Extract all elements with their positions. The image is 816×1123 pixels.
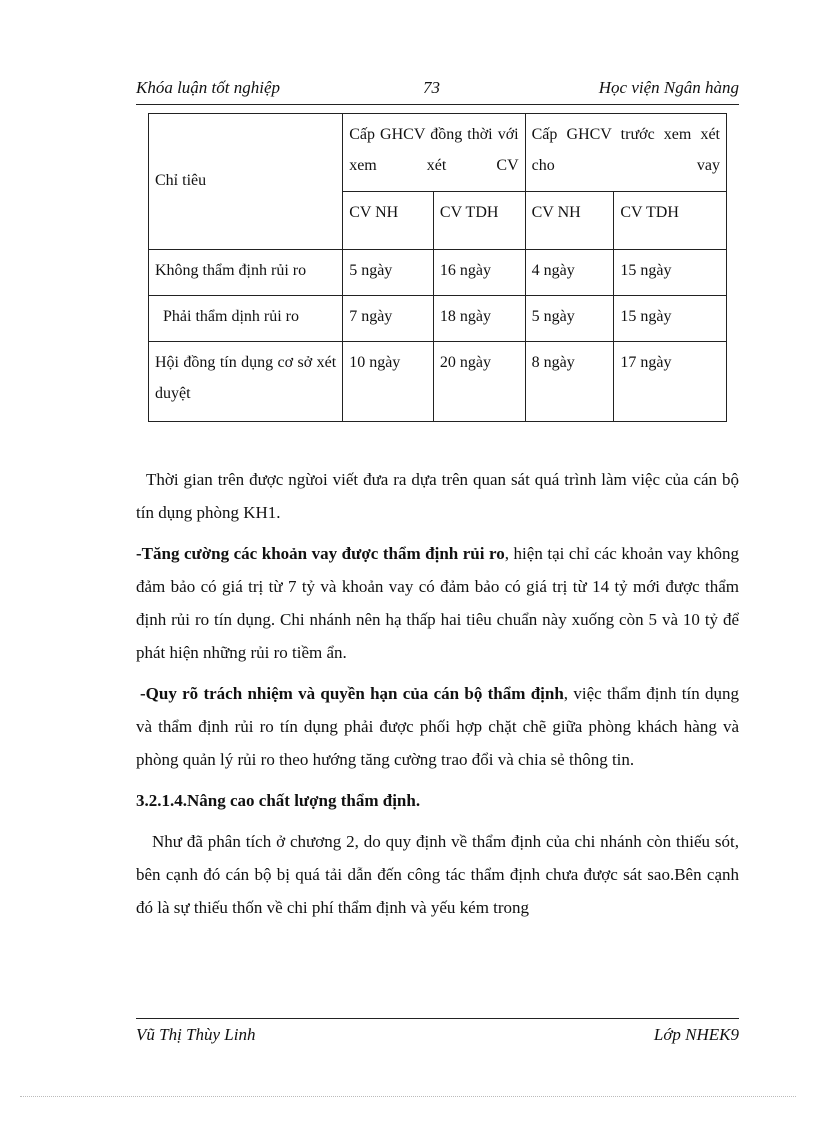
paragraph-responsibility [136,677,739,776]
footer-class: Lớp NHEK9 [653,1025,739,1044]
page-header [136,74,739,105]
table-row [149,250,727,296]
table-cell: 20 ngày [433,342,525,422]
table-cell: 17 ngày [614,342,727,422]
row-label: Không thẩm định rủi ro [149,250,343,296]
table-row [149,342,727,422]
paragraph-bold-lead: -Quy rõ trách nhiệm và quyền hạn của cán bộ thẩm định [140,684,564,703]
subheader: CV TDH [433,192,525,250]
table-cell: 5 ngày [343,250,434,296]
paragraph-body: , hiện tại chỉ các khoản vay không đảm bảo có giá trị từ 7 tỷ và khoản vay có đảm bảo có giá trị từ 14 tỷ mới được thẩm định rủi ro tín dụng. Chi nhánh nên hạ thấp hai tiêu chuẩn này xuống còn 5 và 10 tỷ để phát hiện những rủi ro tiềm ẩn. [136,544,739,662]
body-text [136,463,739,932]
section-heading: 3.2.1.4.Nâng cao chất lượng thẩm định. [136,791,421,810]
table-cell: 18 ngày [433,296,525,342]
paragraph-risk-assessment [136,537,739,669]
page-bottom-divider [20,1096,796,1097]
paragraph-bold-lead: -Tăng cường các khoản vay được thẩm định rủi ro [136,544,505,563]
table-cell: 8 ngày [525,342,614,422]
paragraph-quality: Như đã phân tích ở chương 2, do quy định về thẩm định của chi nhánh còn thiếu sót, bên cạnh đó cán bộ bị quá tải dẫn đến công tác thẩm định chưa được sát sao.Bên cạnh đó là sự thiếu thốn về chi phí thẩm định và yếu kém trong [136,832,739,917]
page-footer [136,1018,739,1049]
table-row [149,296,727,342]
table-cell: 15 ngày [614,296,727,342]
table-cell: 15 ngày [614,250,727,296]
table-cell: 10 ngày [343,342,434,422]
row-label: Hội đồng tín dụng cơ sở xét duyệt [149,342,343,422]
paragraph-time-note: Thời gian trên được ngừoi viết đưa ra dựa trên quan sát quá trình làm việc của cán bộ tín dụng phòng KH1. [136,470,739,522]
header-thesis-label: Khóa luận tốt nghiệp [136,78,281,97]
table-cell: 7 ngày [343,296,434,342]
page-number: 73 [423,78,440,97]
subheader: CV NH [525,192,614,250]
table-cell: 4 ngày [525,250,614,296]
subheader: CV NH [343,192,434,250]
paragraph-body: , việc thẩm định tín dụng và thẩm định rủi ro tín dụng phải được phối hợp chặt chẽ giữa phòng khách hàng và phòng quản lý rủi ro theo hướng tăng cường trao đổi và chia sẻ thông tin. [136,684,739,769]
subheader: CV TDH [614,192,727,250]
criteria-header: Chỉ tiêu [149,114,343,250]
group-header-2: Cấp GHCV trước xem xét cho vay [525,114,726,192]
footer-author: Vũ Thị Thùy Linh [136,1025,256,1044]
processing-time-table [148,113,727,422]
group-header-1: Cấp GHCV đồng thời với xem xét CV [343,114,525,192]
header-institution: Học viện Ngân hàng [598,78,739,97]
table-cell: 5 ngày [525,296,614,342]
table-cell: 16 ngày [433,250,525,296]
row-label: Phải thẩm dịnh rủi ro [149,296,343,342]
